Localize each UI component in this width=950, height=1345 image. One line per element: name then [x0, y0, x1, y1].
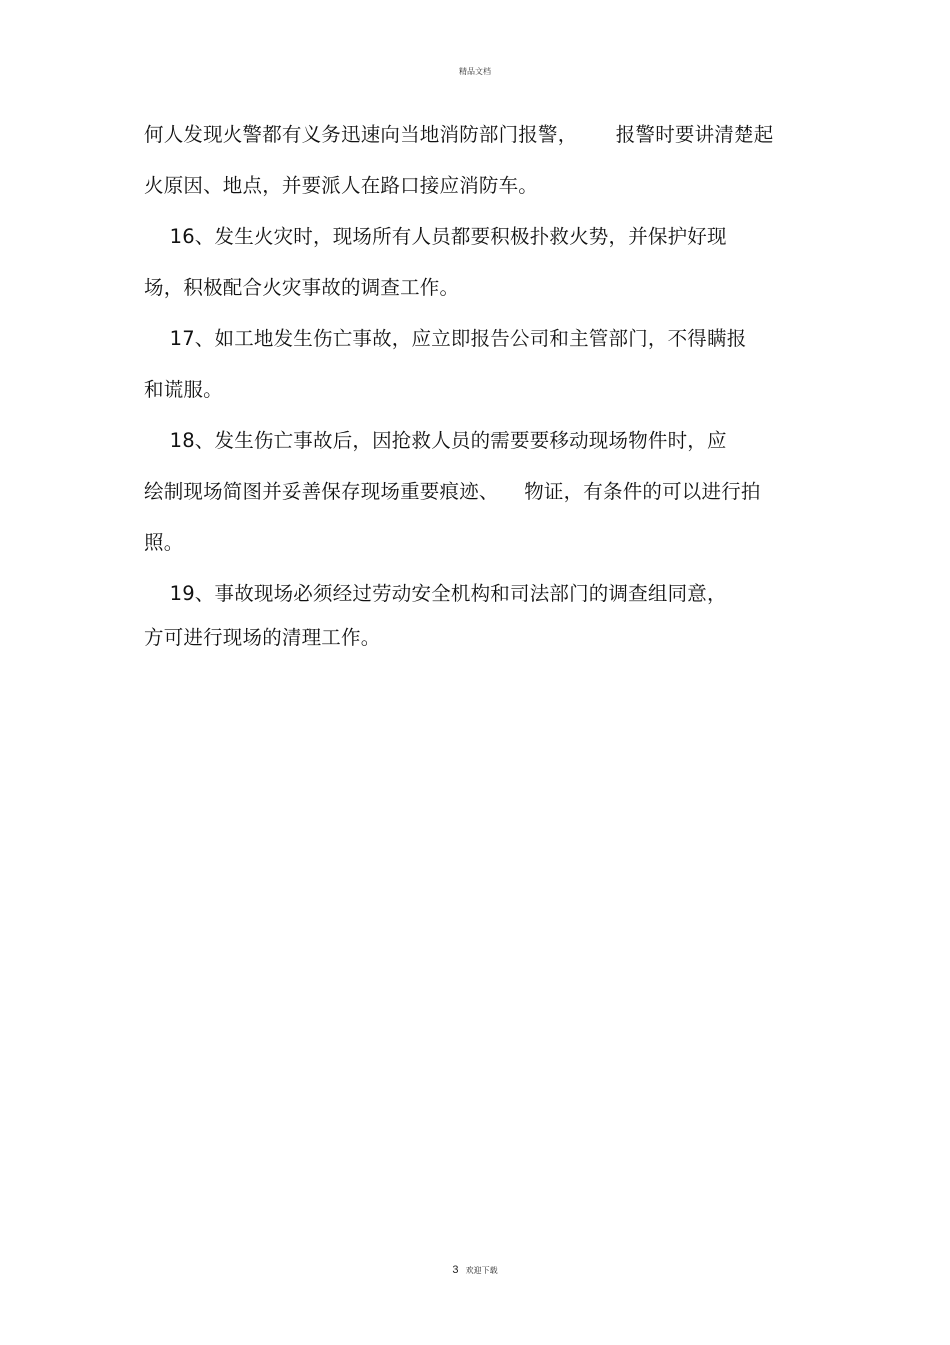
text-line: 17、如工地发生伤亡事故，应立即报告公司和主管部门，不得瞒报 — [144, 327, 747, 350]
page-footer — [0, 1258, 950, 1277]
page-number: 3 — [452, 1264, 459, 1276]
text-line: 方可进行现场的清理工作。 — [144, 626, 381, 649]
text-line: 火原因、地点，并要派人在路口接应消防车。 — [144, 174, 539, 197]
text-line: 何人发现火警都有义务迅速向当地消防部门报警， 报警时要讲清楚起 — [144, 123, 774, 146]
text-line: 16、发生火灾时，现场所有人员都要积极扑救火势，并保护好现 — [144, 225, 727, 248]
text-line: 19、事故现场必须经过劳动安全机构和司法部门的调查组同意， — [144, 582, 727, 605]
text-line: 18、发生伤亡事故后，因抢救人员的需要要移动现场物件时，应 — [144, 429, 727, 452]
text-line: 绘制现场简图并妥善保存现场重要痕迹、 物证，有条件的可以进行拍 — [144, 480, 761, 503]
text-line: 和谎服。 — [144, 378, 223, 401]
text-line: 照。 — [144, 531, 184, 554]
text-line: 场，积极配合火灾事故的调查工作。 — [144, 276, 460, 299]
header-watermark: 精品文档 — [459, 67, 491, 76]
footer-label: 欢迎下载 — [465, 1266, 498, 1275]
